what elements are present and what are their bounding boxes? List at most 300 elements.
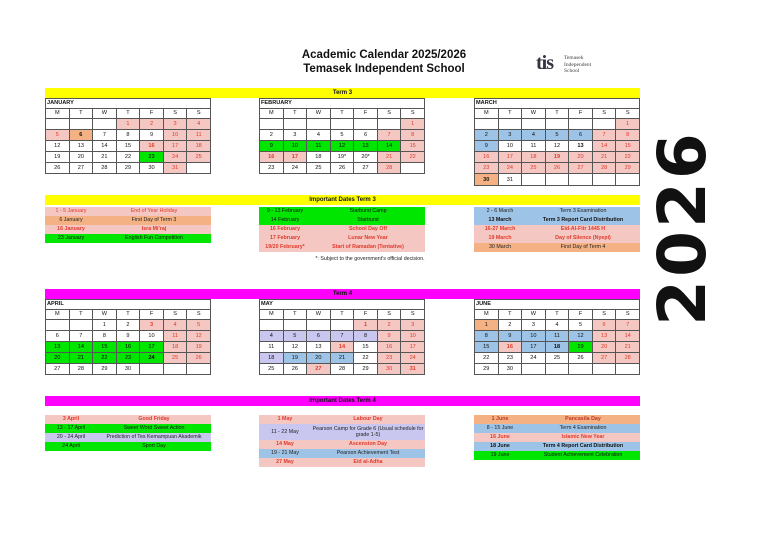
event-name: Lunar New Year: [348, 235, 388, 241]
calendar-may: [259, 299, 425, 375]
week-row: [260, 353, 425, 364]
event-date: 18 June: [490, 443, 510, 449]
weekday-header: S: [163, 309, 187, 319]
event-date: 6 January: [59, 217, 83, 223]
day-cell: 12: [545, 140, 569, 151]
day-cell: 12: [569, 330, 593, 341]
weekday-header: M: [260, 108, 284, 118]
day-cell: 25: [545, 353, 569, 364]
day-cell: 2: [140, 118, 164, 129]
week-row: [260, 319, 425, 330]
important-date-row: [45, 216, 211, 225]
day-cell: [163, 364, 187, 375]
day-cell: [498, 118, 522, 129]
month-name: APRIL: [46, 300, 211, 310]
logo-line-1: Temasek: [564, 55, 584, 61]
weekday-header: F: [140, 108, 164, 118]
day-cell: 13: [69, 140, 93, 151]
important-date-row: [474, 216, 640, 225]
day-cell: 11: [307, 140, 331, 151]
day-cell: 17: [401, 341, 425, 352]
day-cell: 11: [545, 330, 569, 341]
day-cell: [522, 364, 546, 375]
day-cell: 29: [475, 364, 499, 375]
day-cell: [545, 174, 569, 185]
day-cell: 27: [46, 364, 70, 375]
day-cell: 23: [498, 353, 522, 364]
week-row: [46, 341, 211, 352]
event-name: Labour Day: [353, 416, 383, 422]
important-date-row: [474, 451, 640, 460]
day-cell: 21: [377, 152, 401, 163]
event-date: 1 - 5 January: [55, 208, 87, 214]
day-cell: 14: [93, 140, 117, 151]
event-date: 19 June: [490, 452, 510, 458]
event-date: 14 February: [270, 217, 300, 223]
event-date: 14 May: [276, 441, 294, 447]
event-date: 19/20 February*: [265, 244, 305, 250]
day-cell: 11: [187, 129, 211, 140]
weekday-header: F: [569, 108, 593, 118]
weekday-header: M: [46, 309, 70, 319]
important-date-row: [45, 433, 211, 442]
day-cell: 6: [69, 129, 93, 140]
day-cell: 30: [377, 364, 401, 375]
day-cell: 4: [307, 129, 331, 140]
day-cell: 27: [592, 353, 616, 364]
day-cell: 21: [330, 353, 354, 364]
day-cell: 9: [498, 330, 522, 341]
day-cell: 4: [545, 319, 569, 330]
day-cell: 22: [616, 152, 640, 163]
day-cell: 24: [522, 353, 546, 364]
important-date-row: [474, 424, 640, 433]
weekday-header: S: [616, 108, 640, 118]
day-cell: [616, 174, 640, 185]
day-cell: [307, 319, 331, 330]
calendar-april: [45, 299, 211, 375]
day-cell: 9: [140, 129, 164, 140]
event-date: 11 - 22 May: [271, 428, 299, 435]
day-cell: 14: [616, 330, 640, 341]
day-cell: 17: [283, 152, 307, 163]
day-cell: 15: [116, 140, 140, 151]
day-cell: 23: [377, 353, 401, 364]
week-row: [260, 163, 425, 174]
week-row: [46, 353, 211, 364]
weekday-header: T: [498, 309, 522, 319]
day-cell: 10: [522, 330, 546, 341]
day-cell: 27: [354, 163, 378, 174]
day-cell: 1: [116, 118, 140, 129]
important-date-row: [259, 424, 425, 440]
day-cell: 13: [46, 341, 70, 352]
day-cell: 24: [163, 152, 187, 163]
day-cell: 27: [569, 163, 593, 174]
event-name: Good Friday: [138, 416, 170, 422]
day-cell: [46, 319, 70, 330]
week-row: [46, 319, 211, 330]
day-cell: 8: [116, 129, 140, 140]
event-date: 13 - 17 April: [56, 425, 86, 431]
day-cell: [592, 364, 616, 375]
weekday-header: T: [116, 108, 140, 118]
day-cell: 30: [140, 163, 164, 174]
day-cell: 25: [187, 152, 211, 163]
day-cell: [187, 163, 211, 174]
day-cell: 16: [377, 341, 401, 352]
day-cell: 27: [69, 163, 93, 174]
day-cell: 10: [283, 140, 307, 151]
day-cell: 6: [354, 129, 378, 140]
day-cell: 29: [354, 364, 378, 375]
day-cell: [283, 319, 307, 330]
day-cell: [69, 319, 93, 330]
day-cell: [187, 364, 211, 375]
weekday-header: T: [69, 309, 93, 319]
day-cell: 7: [69, 330, 93, 341]
day-cell: 17: [163, 140, 187, 151]
week-row: [260, 140, 425, 151]
term4-header: Term 4: [45, 289, 640, 299]
important-date-row: [45, 234, 211, 243]
event-name: Eid-Al-Fitr 1445 H: [560, 226, 606, 232]
day-cell: 24: [401, 353, 425, 364]
event-name: Pearson Camp for Grade 6 (Usual schedule for grade 1-5): [312, 425, 424, 438]
day-cell: [140, 364, 164, 375]
day-cell: 10: [498, 140, 522, 151]
day-cell: 15: [354, 341, 378, 352]
event-name: Starburst Camp: [349, 208, 387, 214]
event-date: 20 - 24 April: [56, 434, 86, 440]
day-cell: 23: [475, 163, 499, 174]
day-cell: 31: [163, 163, 187, 174]
day-cell: 9: [260, 140, 284, 151]
day-cell: 14: [330, 341, 354, 352]
school-logo: [536, 54, 606, 80]
day-cell: 4: [163, 319, 187, 330]
logo-line-3: School: [564, 68, 580, 74]
day-cell: 24: [498, 163, 522, 174]
day-cell: 13: [307, 341, 331, 352]
day-cell: 15: [475, 341, 499, 352]
day-cell: 17: [498, 152, 522, 163]
day-cell: [592, 118, 616, 129]
important-date-row: [45, 225, 211, 234]
day-cell: [283, 118, 307, 129]
day-cell: 21: [93, 152, 117, 163]
day-cell: 20: [69, 152, 93, 163]
calendar-title: [0, 48, 768, 76]
day-cell: [616, 364, 640, 375]
day-cell: 28: [592, 163, 616, 174]
day-cell: 12: [330, 140, 354, 151]
important-date-row: [45, 424, 211, 433]
day-cell: 20: [307, 353, 331, 364]
day-cell: 19: [187, 341, 211, 352]
day-cell: 9: [475, 140, 499, 151]
calendar-february: [259, 98, 425, 174]
important-dates-list: [259, 415, 425, 467]
month-name: JANUARY: [46, 99, 211, 109]
important-date-row: [259, 252, 425, 266]
day-cell: 22: [116, 152, 140, 163]
day-cell: 8: [475, 330, 499, 341]
weekday-header: T: [330, 309, 354, 319]
week-row: [475, 163, 640, 174]
day-cell: [545, 364, 569, 375]
important-date-row: [45, 207, 211, 216]
week-row: [475, 330, 640, 341]
week-row: [260, 118, 425, 129]
event-name: Term 4 Report Card Distribution: [542, 443, 624, 449]
logo-mark-text: tis: [536, 52, 553, 74]
weekday-header: S: [187, 108, 211, 118]
day-cell: 9: [377, 330, 401, 341]
day-cell: 26: [46, 163, 70, 174]
day-cell: 3: [283, 129, 307, 140]
important-date-row: [259, 243, 425, 252]
day-cell: 24: [283, 163, 307, 174]
day-cell: 7: [377, 129, 401, 140]
event-name: Day of Silence (Nyepi): [555, 235, 611, 241]
event-name: Term 3 Report Card Distribution: [542, 217, 624, 223]
day-cell: [93, 118, 117, 129]
day-cell: 22: [93, 353, 117, 364]
day-cell: [401, 163, 425, 174]
day-cell: 18: [522, 152, 546, 163]
day-cell: [69, 118, 93, 129]
day-cell: [522, 118, 546, 129]
day-cell: 30: [475, 174, 499, 185]
day-cell: 17: [522, 341, 546, 352]
day-cell: 1: [354, 319, 378, 330]
important-date-row: [259, 216, 425, 225]
important-date-row: [259, 449, 425, 458]
day-cell: 18: [163, 341, 187, 352]
event-date: 16 February: [269, 226, 301, 232]
week-row: [475, 353, 640, 364]
day-cell: 31: [498, 174, 522, 185]
day-cell: 1: [616, 118, 640, 129]
weekday-header: F: [354, 309, 378, 319]
weekday-header: F: [140, 309, 164, 319]
event-date: 1 May: [277, 416, 293, 422]
day-cell: [354, 118, 378, 129]
day-cell: 16: [260, 152, 284, 163]
day-cell: 3: [522, 319, 546, 330]
day-cell: 28: [616, 353, 640, 364]
day-cell: 1: [93, 319, 117, 330]
month-name: FEBRUARY: [260, 99, 425, 109]
logo-mark: [536, 52, 553, 75]
weekday-header: M: [260, 309, 284, 319]
day-cell: 25: [522, 163, 546, 174]
day-cell: 17: [140, 341, 164, 352]
event-date: 2 - 6 March: [486, 208, 514, 214]
day-cell: 5: [46, 129, 70, 140]
day-cell: 4: [260, 330, 284, 341]
day-cell: 3: [140, 319, 164, 330]
weekday-header: S: [377, 108, 401, 118]
logo-text: [564, 55, 591, 75]
event-name: Sweet Word Sweet Action: [123, 425, 185, 431]
term3-header: Term 3: [45, 88, 640, 98]
day-cell: 3: [401, 319, 425, 330]
day-cell: 10: [401, 330, 425, 341]
day-cell: 10: [163, 129, 187, 140]
day-cell: 26: [569, 353, 593, 364]
week-row: [475, 118, 640, 129]
weekday-header: S: [401, 309, 425, 319]
week-row: [46, 118, 211, 129]
event-name: End of Year Holiday: [130, 208, 178, 214]
week-row: [260, 152, 425, 163]
day-cell: 30: [116, 364, 140, 375]
weekday-header: T: [116, 309, 140, 319]
day-cell: 16: [116, 341, 140, 352]
important-date-row: [45, 415, 211, 424]
day-cell: 5: [330, 129, 354, 140]
important-dates-list: [259, 207, 425, 266]
day-cell: 26: [545, 163, 569, 174]
day-cell: [377, 118, 401, 129]
day-cell: 5: [545, 129, 569, 140]
day-cell: 31: [401, 364, 425, 375]
day-cell: 2: [498, 319, 522, 330]
week-row: [475, 341, 640, 352]
event-date: 30 March: [488, 244, 512, 250]
day-cell: 6: [46, 330, 70, 341]
week-row: [260, 330, 425, 341]
day-cell: 7: [93, 129, 117, 140]
day-cell: [592, 174, 616, 185]
week-row: [475, 319, 640, 330]
day-cell: 29: [616, 163, 640, 174]
day-cell: 15: [93, 341, 117, 352]
day-cell: 20: [592, 341, 616, 352]
important-dates-term4-header: Important Dates Term 4: [45, 396, 640, 406]
event-date: 17 February: [269, 235, 301, 241]
day-cell: 16: [140, 140, 164, 151]
weekday-header: W: [93, 108, 117, 118]
weekday-header: T: [69, 108, 93, 118]
day-cell: [260, 319, 284, 330]
day-cell: 16: [498, 341, 522, 352]
year-text: 2026: [644, 130, 721, 326]
event-name: Start of Ramadan (Tentative): [332, 244, 404, 250]
day-cell: 7: [616, 319, 640, 330]
weekday-header: M: [46, 108, 70, 118]
day-cell: 27: [307, 364, 331, 375]
day-cell: 18: [187, 140, 211, 151]
important-date-row: [45, 442, 211, 451]
day-cell: 12: [283, 341, 307, 352]
weekday-header: W: [522, 108, 546, 118]
day-cell: 5: [187, 319, 211, 330]
calendar-june: [474, 299, 640, 375]
important-dates-list: [474, 415, 640, 460]
important-date-row: [474, 234, 640, 243]
day-cell: 28: [93, 163, 117, 174]
day-cell: [545, 118, 569, 129]
day-cell: 3: [498, 129, 522, 140]
day-cell: 10: [140, 330, 164, 341]
event-name: English Fun Competition: [125, 235, 183, 241]
event-name: First Day of Term 4: [560, 244, 606, 250]
weekday-header: F: [354, 108, 378, 118]
weekday-header: S: [187, 309, 211, 319]
weekday-header: W: [307, 309, 331, 319]
important-date-row: [474, 415, 640, 424]
day-cell: [330, 118, 354, 129]
day-cell: 25: [163, 353, 187, 364]
day-cell: 15: [616, 140, 640, 151]
event-name: Term 4 Examination: [559, 425, 607, 431]
title-line-2: Temasek Independent School: [303, 63, 465, 75]
important-dates-list: [474, 207, 640, 252]
weekday-header: W: [93, 309, 117, 319]
day-cell: [569, 364, 593, 375]
day-cell: [475, 118, 499, 129]
important-date-row: [259, 415, 425, 424]
day-cell: 12: [187, 330, 211, 341]
day-cell: [260, 118, 284, 129]
event-name: Prediction of Tes Kemampuan Akademik: [106, 434, 202, 440]
day-cell: 20: [569, 152, 593, 163]
day-cell: 14: [377, 140, 401, 151]
weekday-header: S: [401, 108, 425, 118]
day-cell: 5: [569, 319, 593, 330]
weekday-header: T: [498, 108, 522, 118]
weekday-header: W: [307, 108, 331, 118]
day-cell: 8: [616, 129, 640, 140]
important-date-row: [474, 433, 640, 442]
weekday-header: S: [592, 108, 616, 118]
day-cell: 18: [545, 341, 569, 352]
event-date: 1 June: [491, 416, 509, 422]
event-name: First Day of Term 3: [131, 217, 177, 223]
year-label: [640, 128, 726, 328]
week-row: [475, 152, 640, 163]
week-row: [260, 364, 425, 375]
event-date: 9 - 13 February: [266, 208, 304, 214]
weekday-header: S: [377, 309, 401, 319]
weekday-header: W: [522, 309, 546, 319]
day-cell: 23: [260, 163, 284, 174]
day-cell: 22: [354, 353, 378, 364]
day-cell: 30: [498, 364, 522, 375]
day-cell: [307, 118, 331, 129]
day-cell: [569, 174, 593, 185]
weekday-header: T: [283, 309, 307, 319]
event-name: Starburst: [357, 217, 379, 223]
week-row: [46, 364, 211, 375]
day-cell: 2: [377, 319, 401, 330]
day-cell: 8: [354, 330, 378, 341]
event-date: 19 - 21 May: [271, 450, 299, 456]
week-row: [475, 364, 640, 375]
important-date-row: [259, 234, 425, 243]
day-cell: 26: [187, 353, 211, 364]
day-cell: 11: [522, 140, 546, 151]
important-dates-list: [45, 415, 211, 451]
week-row: [475, 174, 640, 185]
day-cell: 1: [475, 319, 499, 330]
day-cell: 22: [401, 152, 425, 163]
week-row: [260, 341, 425, 352]
important-date-row: [259, 207, 425, 216]
